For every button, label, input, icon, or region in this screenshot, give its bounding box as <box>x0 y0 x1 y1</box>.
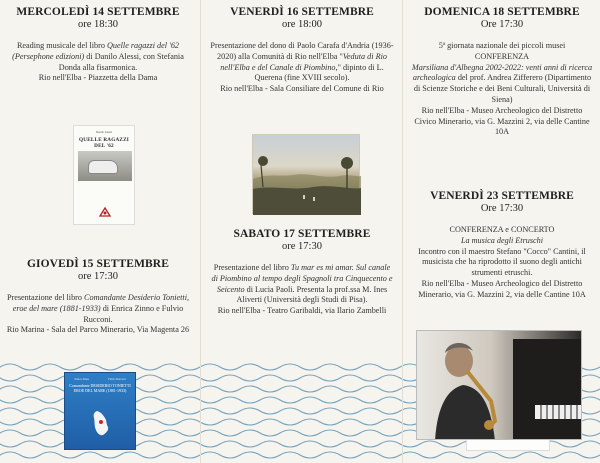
event-place: Rio Marina - Sala del Parco Minerario, Via Magenta 26 <box>6 325 190 335</box>
event-label: CONFERENZA e CONCERTO <box>449 225 555 234</box>
event-description: 5ª giornata nazionale dei piccoli musei CONFERENZA Marsiliana d'Albegna 2002-2022: venti anni di ricerca archeologica del prof. Andrea Zifferero (Dipartimento di Scienze Storiche e dei Beni Culturali, Università di Siena) Rio nell'Elba - Museo Archeologico del Distretto Civico Minerario, via G. Mazzini 2, via delle Cantine 10A <box>411 41 593 137</box>
column-divider <box>200 0 201 463</box>
event-card <box>0 258 196 336</box>
event-time: ore 17:30 <box>282 241 322 252</box>
event-time: ore 18:30 <box>78 19 118 30</box>
event-card <box>404 190 600 301</box>
event-description: Reading musicale del libro Quelle ragazzi del '62 (Persephone edizioni) di Danilo Alessi, con Stefania Donda alla fisarmonica. Rio nell'Elba - Piazzetta della Dama <box>12 41 184 83</box>
event-time: ore 17:30 <box>78 271 118 282</box>
painting-image <box>252 134 360 214</box>
event-date: DOMENICA 18 SETTEMBRE <box>424 6 580 18</box>
event-description: Presentazione del libro Comandante Desiderio Tonietti, eroe del mare (1881-1933) di Enrica Zinno e Fulvio Rucconi. Rio Marina - Sala del Parco Minerario, Via Magenta 26 <box>6 293 190 335</box>
publisher-logo-icon <box>98 206 112 218</box>
event-date: VENERDÌ 23 SETTEMBRE <box>430 190 574 202</box>
event-time: Ore 17:30 <box>480 203 524 214</box>
event-label: CONFERENZA <box>474 51 530 61</box>
event-place: Rio nell'Elba - Sala Consiliare del Comune di Rio <box>220 84 384 94</box>
event-card <box>204 228 400 317</box>
landscape-painting <box>253 135 361 215</box>
event-date: SABATO 17 SETTEMBRE <box>233 228 371 240</box>
event-card <box>204 6 400 95</box>
event-date: VENERDÌ 16 SETTEMBRE <box>230 6 374 18</box>
event-date: GIOVEDÌ 15 SETTEMBRE <box>27 258 169 270</box>
car-illustration <box>88 160 118 174</box>
event-card <box>404 6 600 138</box>
event-card <box>0 6 196 84</box>
column-left <box>0 0 196 463</box>
elba-map-icon <box>91 409 111 437</box>
column-divider <box>402 0 403 463</box>
event-place: Rio nell'Elba - Teatro Garibaldi, via Ilario Zambelli <box>217 306 387 316</box>
event-place: Rio nell'Elba - Museo Archeologico del Distretto Minerario, via G. Mazzini 2, via delle Cantine 10A <box>418 278 586 299</box>
column-center <box>204 0 400 463</box>
event-place: Rio nell'Elba - Piazzetta della Dama <box>38 73 158 83</box>
musician-photo <box>416 330 582 440</box>
event-time: ore 18:00 <box>282 19 322 30</box>
event-description: CONFERENZA e CONCERTO La musica degli Etruschi Incontro con il maestro Stefano "Cocco" Cantini, il musicista che ha riprodotto il suono degli antichi strumenti etruschi. Rio nell'Elba - Museo Archeologico del Distretto Minerario, via G. Mazzini 2, via delle Cantine 10A <box>418 225 586 299</box>
saxophonist-image <box>417 331 582 440</box>
event-place: Rio nell'Elba - Museo Archeologico del Distretto Civico Minerario, via G. Mazzini 2, via delle Cantine 10A <box>414 105 590 137</box>
event-date: MERCOLEDÌ 14 SETTEMBRE <box>16 6 180 18</box>
event-description: Presentazione del libro Tu mar es mi amar. Sul canale di Piombino al tempo degli Spagnoli tra Cinquecento e Seicento di Lucia Paoli. Presenta la prof.ssa M. Ines Aliverti (Università degli Studi di Pisa). Rio nell'Elba - Teatro Garibaldi, via Ilario Zambelli <box>211 263 393 316</box>
book-cover-quelle-ragazzi: Danilo Alessi QUELLE RAGAZZI DEL '62 <box>73 125 135 225</box>
event-time: Ore 17:30 <box>480 19 524 30</box>
book-cover-tonietti: Enrica Zinno Fulvio Rucconi Comandante DESIDERIO TONIETTI EROE DEL MARE (1881-1933) <box>64 372 136 450</box>
event-description: Presentazione del dono di Paolo Carafa d'Andria (1936-2020) alla Comunità di Rio nell'Elba "Veduta di Rio nell'Elba e del Canale di Piombino," dipinto di L. Querena (fine XVIII secolo). Rio nell'Elba - Sala Consiliare del Comune di Rio <box>210 41 394 94</box>
